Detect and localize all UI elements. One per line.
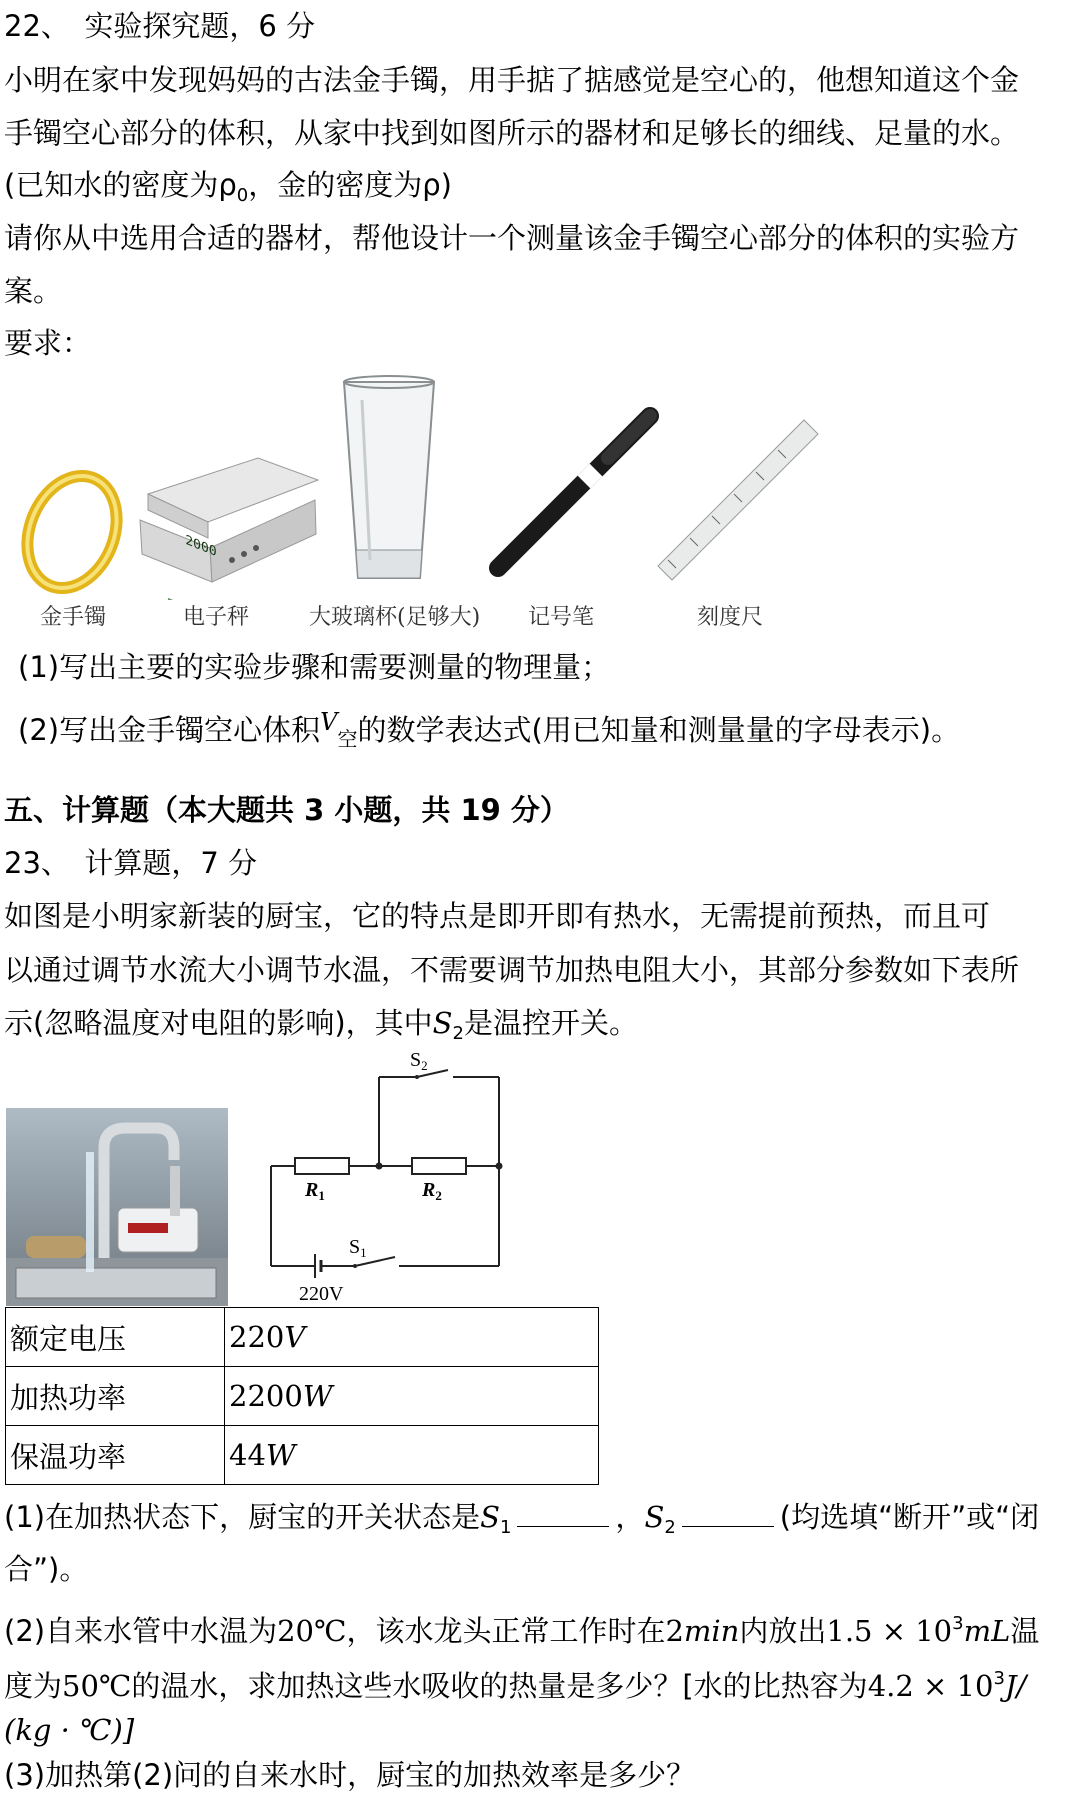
- label-r1: $R_1$: [305, 1179, 325, 1203]
- q23-s2-time: 2: [665, 1614, 684, 1648]
- caption-glass-cup: 大玻璃杯(足够大): [309, 605, 481, 630]
- q23-s2-temp1: 20℃: [277, 1614, 347, 1648]
- q23-s3-exp: 3: [993, 1668, 1005, 1689]
- q22-paragraph-4: 请你从中选用合适的器材，帮他设计一个测量该金手镯空心部分的体积的实验方: [4, 221, 1020, 255]
- q23-s3-unit: J/: [1004, 1669, 1027, 1703]
- q23-s1-sub2: 2: [664, 1517, 676, 1538]
- q22-paragraph-1: 小明在家中发现妈妈的古法金手镯，用手掂了掂感觉是空心的，他想知道这个金: [4, 63, 1020, 97]
- q23-s1-var1: S: [480, 1500, 500, 1534]
- q23-s2-text-d: 温: [1010, 1614, 1040, 1648]
- q23-paragraph-1: 如图是小明家新装的厨宝，它的特点是即开即有热水，无需提前预热，而且可: [4, 899, 991, 933]
- table-row: [6, 1367, 599, 1426]
- q22-paragraph-2: 手镯空心部分的体积，从家中找到如图所示的器材和足够长的细线、足量的水。: [4, 116, 1020, 150]
- water-heater-photo: [6, 1108, 228, 1306]
- label-s2: $S_2$: [410, 1049, 428, 1073]
- caption-gold-bracelet: 金手镯: [40, 605, 107, 630]
- ruler-image: [658, 420, 818, 580]
- q23-subquestion-1: [4, 1497, 1039, 1548]
- q23-s2-time-unit: min: [683, 1614, 740, 1648]
- q23-s3-text-a: 度为: [4, 1669, 63, 1703]
- table-cell-key: 额定电压: [6, 1308, 225, 1367]
- q23-s1-var2: S: [644, 1500, 665, 1534]
- q23-header: 23、 计算题，7 分: [4, 846, 258, 880]
- table-cell-value: 220V: [225, 1308, 599, 1367]
- q23-s3-heat-capacity: 4.2 × 10: [867, 1669, 994, 1703]
- q23-s2-text-a: (2)自来水管中水温为: [4, 1614, 278, 1648]
- q23-s1-comma: ，: [615, 1500, 645, 1534]
- q22-subquestion-1: (1)写出主要的实验步骤和需要测量的物理量；: [18, 650, 611, 684]
- q23-s2-text-c: 内放出: [739, 1614, 827, 1648]
- q22-paragraph-5: 案。: [4, 274, 63, 308]
- electronic-scale-image: [140, 458, 318, 600]
- answer-blank-s1[interactable]: [517, 1500, 609, 1527]
- q23-subquestion-1-cont: 合”)。: [4, 1552, 89, 1586]
- table-cell-value: 44W: [225, 1426, 599, 1485]
- table-row: [6, 1426, 599, 1485]
- q22-p3-a: (已知水的密度为ρ: [4, 168, 237, 202]
- caption-marker-pen: 记号笔: [528, 605, 595, 630]
- q23-subquestion-2-cont: [4, 1659, 1026, 1706]
- q23-p3-sub: 2: [452, 1023, 464, 1044]
- q22-sub2-b: 的数学表达式(用已知量和测量量的字母表示)。: [357, 713, 961, 747]
- table-row: [6, 1308, 599, 1367]
- marker-pen-image: [498, 416, 650, 568]
- label-s1: $S_1$: [349, 1236, 367, 1260]
- q23-s3-text-b: 的温水，求加热这些水吸收的热量是多少？[水的比热容为: [131, 1669, 868, 1703]
- glass-cup-image: [344, 376, 434, 578]
- table-cell-key: 保温功率: [6, 1426, 225, 1485]
- q22-subquestion-2: [18, 702, 960, 759]
- q22-sub2-a: (2)写出金手镯空心体积: [18, 713, 321, 747]
- label-voltage: 220V: [299, 1283, 344, 1305]
- q22-sub2-var: V: [320, 708, 338, 736]
- q23-s2-volume: 1.5 × 10: [826, 1614, 953, 1648]
- q23-s3-temp2: 50℃: [62, 1669, 132, 1703]
- q23-subquestion-3: (3)加热第(2)问的自来水时，厨宝的加热效率是多少？: [4, 1758, 696, 1792]
- q22-p3-sub: 0: [236, 185, 249, 206]
- table-cell-value: 2200W: [225, 1367, 599, 1426]
- q23-s1-tail: (均选填“断开”或“闭: [779, 1500, 1040, 1534]
- q23-s1-sub1: 1: [499, 1517, 512, 1538]
- q23-p3-a: 示(忽略温度对电阻的影响)，其中: [4, 1006, 433, 1040]
- q23-subquestion-2-unit: (kg · ℃)]: [4, 1713, 135, 1747]
- caption-electronic-scale: 电子秤: [183, 605, 250, 630]
- equipment-figure: [0, 370, 820, 600]
- q23-p3-var: S: [432, 1006, 453, 1040]
- circuit-diagram: [255, 1046, 525, 1308]
- q23-s2-text-b: ，该水龙头正常工作时在: [346, 1614, 666, 1648]
- q23-s2-volume-unit: mL: [963, 1614, 1011, 1648]
- q22-paragraph-3: [4, 165, 452, 216]
- q23-paragraph-2: 以通过调节水流大小调节水温，不需要调节加热电阻大小，其部分参数如下表所: [4, 953, 1020, 987]
- section-5-title: 五、计算题（本大题共 3 小题，共 19 分）: [4, 793, 569, 827]
- q23-s2-volume-exp: 3: [952, 1613, 964, 1634]
- scale-display-readout: 2000: [185, 532, 217, 561]
- caption-ruler: 刻度尺: [697, 605, 764, 630]
- gold-bracelet-image: [11, 462, 132, 600]
- parameter-table: [5, 1307, 599, 1485]
- q23-subquestion-2: [4, 1604, 1039, 1651]
- table-cell-key: 加热功率: [6, 1367, 225, 1426]
- answer-blank-s2[interactable]: [682, 1500, 774, 1527]
- q22-p3-b: ，金的密度为ρ): [248, 168, 452, 202]
- q22-requirements-label: 要求：: [4, 326, 92, 360]
- q22-sub2-sub: 空: [337, 727, 358, 751]
- q23-p3-b: 是温控开关。: [463, 1006, 638, 1040]
- q23-s1-text: (1)在加热状态下，厨宝的开关状态是: [4, 1500, 481, 1534]
- label-r2: $R_2$: [422, 1179, 442, 1203]
- q22-header: 22、 实验探究题，6 分: [4, 9, 316, 43]
